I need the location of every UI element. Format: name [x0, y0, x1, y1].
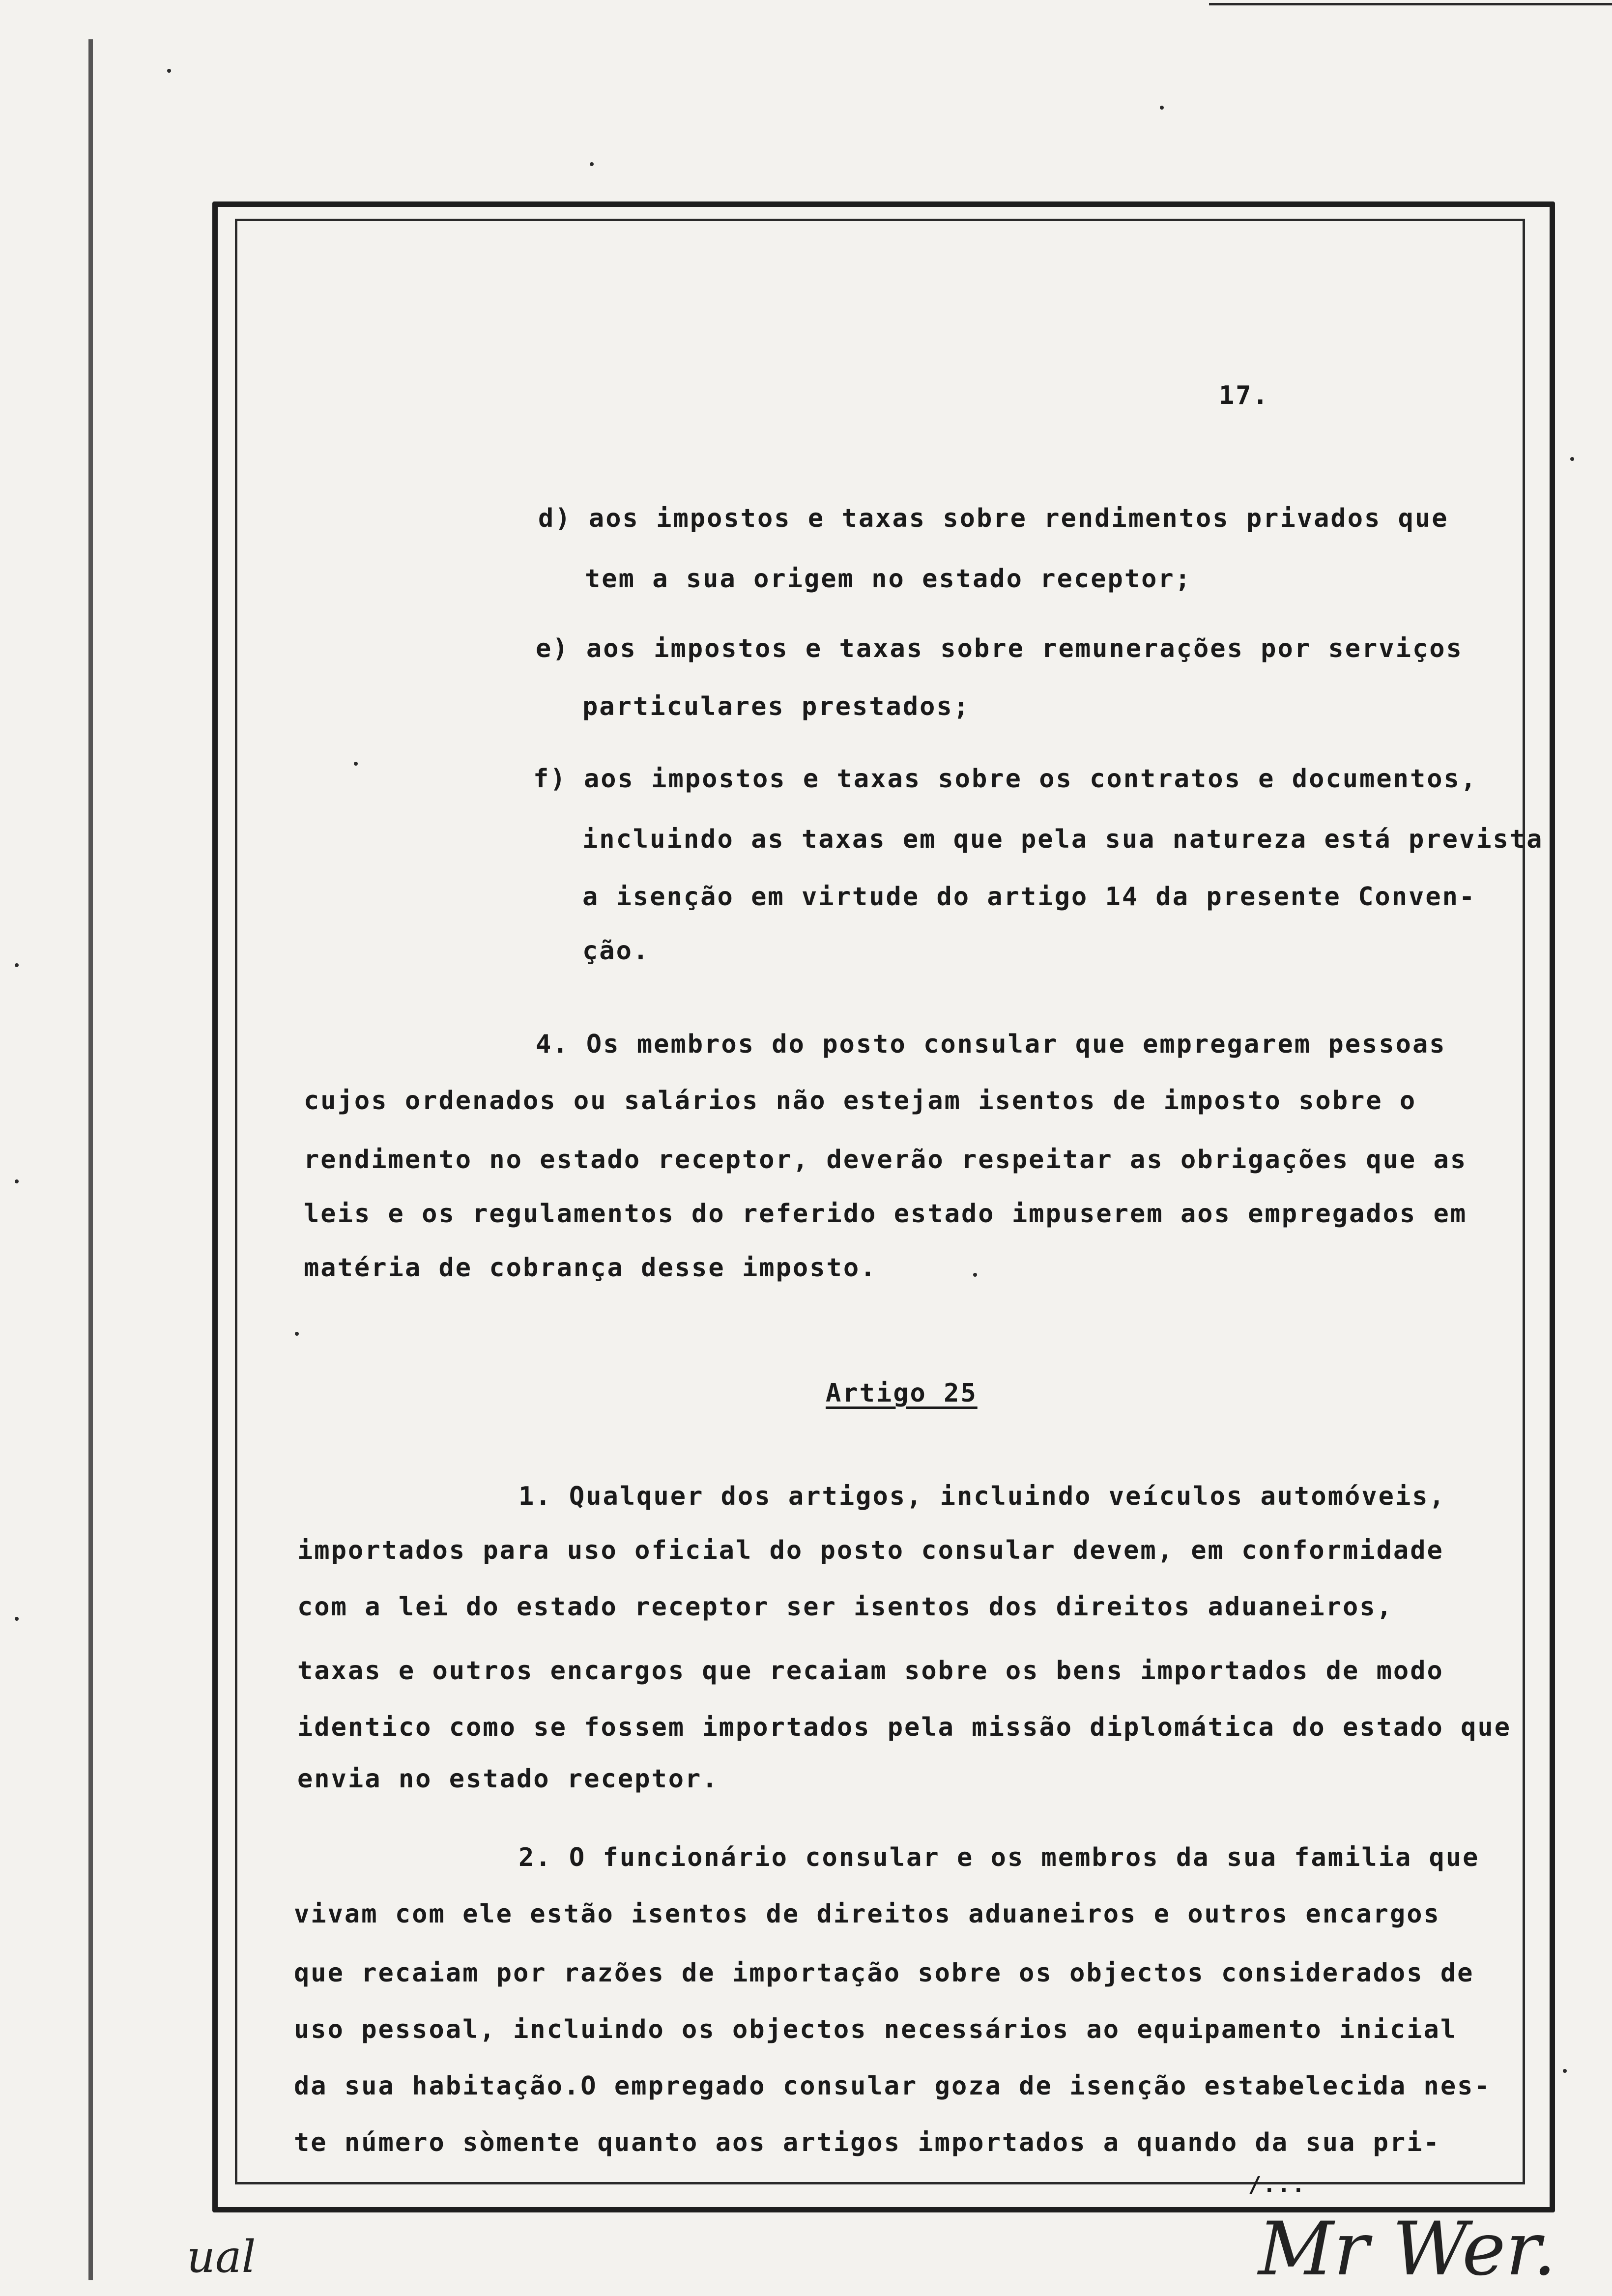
handwritten-initials: ual	[187, 2231, 256, 2283]
article-p2-line-1: 2. O funcionário consular e os membros da sua familia que	[518, 1843, 1480, 1872]
article-p1-line-2: importados para uso oficial do posto consular devem, em conformidade	[297, 1536, 1444, 1565]
continuation-mark: /...	[1248, 2172, 1306, 2197]
article-p2-line-3: que recaiam por razões de importação sobre os objectos considerados de	[294, 1958, 1474, 1988]
paragraph-4-line-4: leis e os regulamentos do referido estado impuserem aos empregados em	[304, 1199, 1468, 1229]
scan-speck	[973, 1273, 977, 1277]
item-f-line-2: incluindo as taxas em que pela sua natureza está prevista	[582, 825, 1544, 854]
item-e-line-2: particulares prestados;	[582, 692, 971, 721]
article-p1-line-4: taxas e outros encargos que recaiam sobre os bens importados de modo	[297, 1656, 1444, 1686]
article-p2-line-2: vivam com ele estão isentos de direitos aduaneiros e outros encargos	[294, 1899, 1440, 1929]
article-p2-line-5: da sua habitação.O empregado consular goza de isenção estabelecida nes-	[294, 2071, 1491, 2101]
item-f-line-4: ção.	[582, 936, 650, 966]
scan-speck	[1563, 2069, 1567, 2073]
paragraph-4-line-5: matéria de cobrança desse imposto.	[304, 1253, 877, 1283]
scan-speck	[354, 762, 358, 766]
scan-speck	[15, 1617, 19, 1621]
binding-edge	[88, 39, 93, 2280]
article-heading: Artigo 25	[826, 1378, 978, 1408]
scan-speck	[1160, 106, 1164, 110]
item-d-line-2: tem a sua origem no estado receptor;	[585, 564, 1192, 594]
paragraph-4-line-2: cujos ordenados ou salários não estejam isentos de imposto sobre o	[304, 1086, 1417, 1116]
article-p2-line-6: te número sòmente quanto aos artigos importados a quando da sua pri-	[294, 2128, 1440, 2157]
paragraph-4-line-1: 4. Os membros do posto consular que empregarem pessoas	[536, 1030, 1446, 1059]
top-edge-rule	[1209, 3, 1612, 5]
item-d-line-1: d) aos impostos e taxas sobre rendimentos privados que	[538, 504, 1449, 533]
scan-speck	[15, 963, 19, 967]
article-p1-line-5: identico como se fossem importados pela missão diplomática do estado que	[297, 1713, 1512, 1742]
handwritten-signature: Mr Wer.	[1258, 2207, 1556, 2292]
article-p1-line-6: envia no estado receptor.	[297, 1764, 719, 1794]
item-f-line-1: f) aos impostos e taxas sobre os contratos e documentos,	[533, 764, 1478, 794]
article-p1-line-1: 1. Qualquer dos artigos, incluindo veículos automóveis,	[518, 1482, 1446, 1511]
page-number: 17.	[1219, 381, 1269, 410]
item-f-line-3: a isenção em virtude do artigo 14 da presente Conven-	[582, 882, 1476, 912]
scan-speck	[590, 162, 594, 166]
article-p2-line-4: uso pessoal, incluindo os objectos necessários ao equipamento inicial	[294, 2015, 1458, 2044]
paragraph-4-line-3: rendimento no estado receptor, deverão respeitar as obrigações que as	[304, 1145, 1468, 1175]
item-e-line-1: e) aos impostos e taxas sobre remunerações por serviços	[536, 634, 1463, 663]
scan-speck	[15, 1179, 19, 1183]
scan-speck	[1570, 457, 1574, 461]
article-p1-line-3: com a lei do estado receptor ser isentos dos direitos aduaneiros,	[297, 1592, 1393, 1622]
scan-speck	[167, 69, 171, 73]
scan-speck	[295, 1332, 299, 1336]
